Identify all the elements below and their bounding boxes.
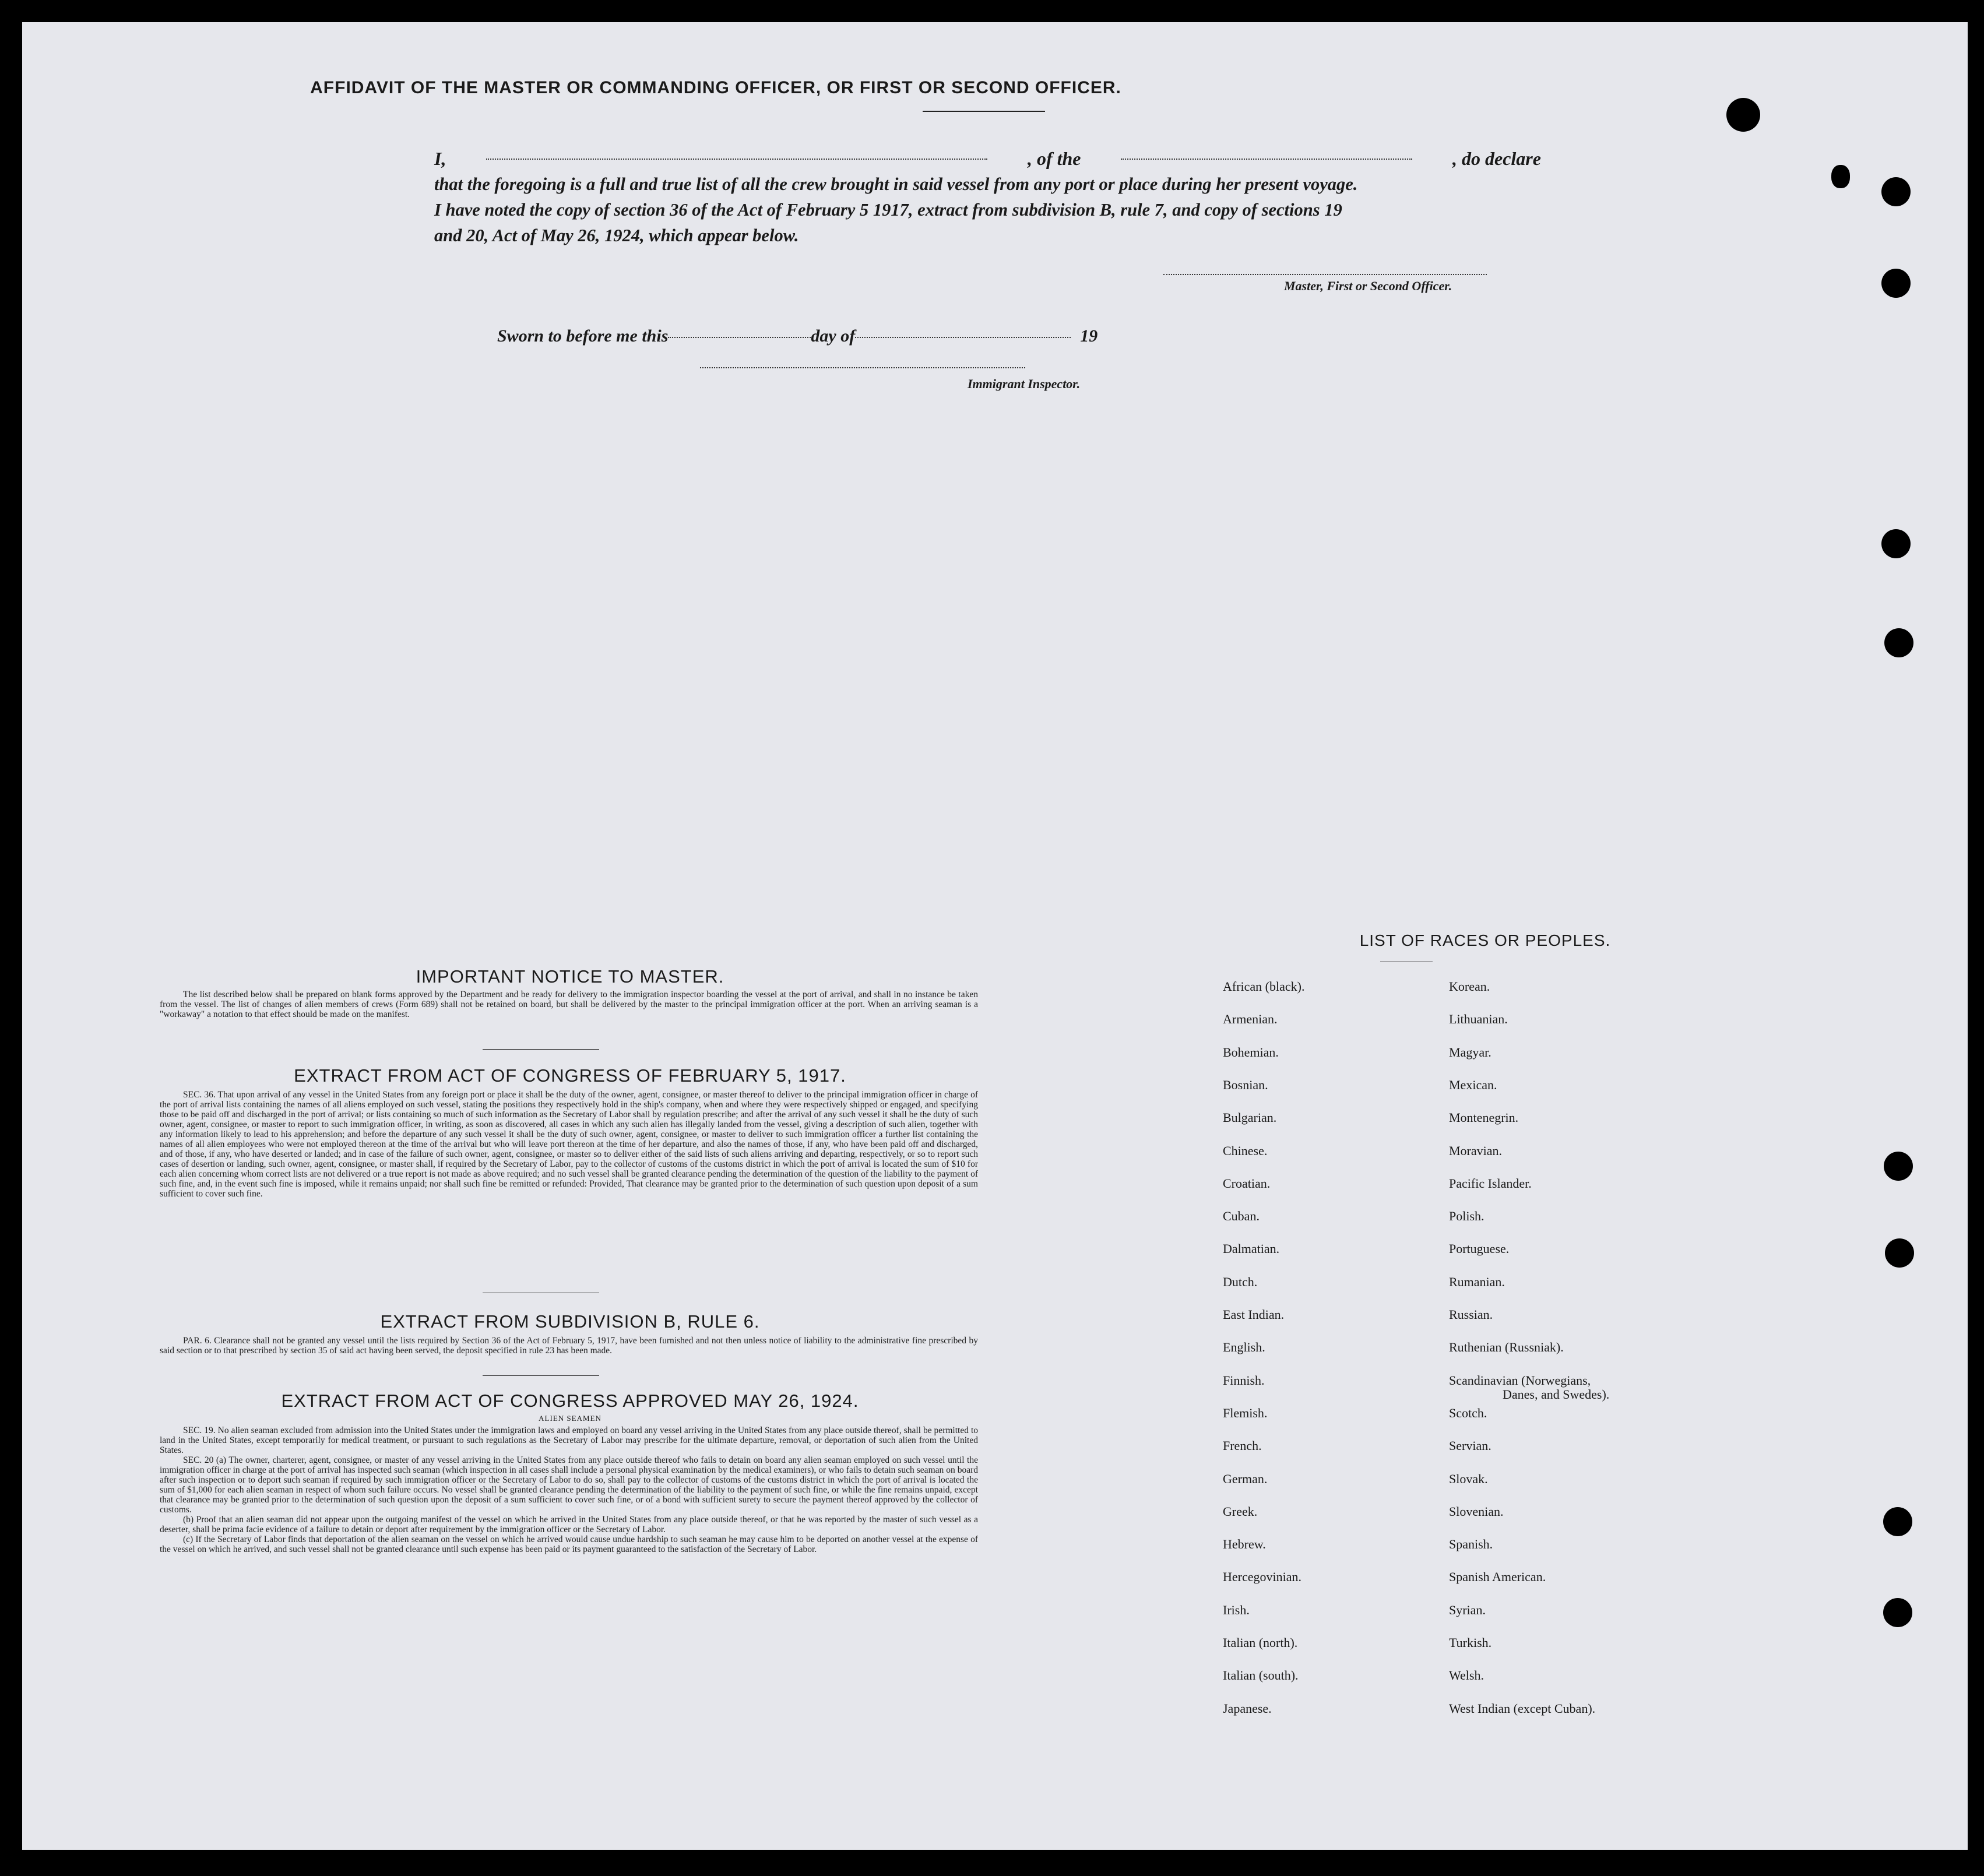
races-title: LIST OF RACES OR PEOPLES. bbox=[1359, 931, 1611, 949]
race-item: Bulgarian. bbox=[1223, 1110, 1277, 1125]
race-item: Syrian. bbox=[1449, 1602, 1486, 1617]
race-item: Armenian. bbox=[1223, 1012, 1278, 1027]
sworn-line bbox=[497, 326, 1097, 346]
race-item: Russian. bbox=[1449, 1307, 1493, 1322]
punch-hole bbox=[1883, 1598, 1912, 1627]
section-36-paragraph: SEC. 36. That upon arrival of any vessel in the United States from any foreign port or place it shall be the duty of the owner, agent, consignee, or master thereof to deliver to the principal immigration officer in charge of the port of arrival lists containing the names of all aliens employed on such vessel, stating the positions they respectively hold in the ship's company, when and where they were respectively shipped or engaged, and specifying those to be paid off and discharged in the port of arrival; or lists containing so much of such information as the Secretary of Labor shall by regulation prescribe; and after the arrival of any such vessel it shall be the duty of such owner, agent, consignee, or master to report to such immigration officer, in writing, as soon as discovered, all cases in which any such alien has illegally landed from the vessel, giving a description of such alien, together with any information likely to lead to his apprehension; and before the departure of any such vessel it shall be the duty of such owner, agent, consignee, or master to deliver to such immigration officer a further list containing the names of all alien employees who were not employed thereon at the time of the arrival but who will leave port thereon at the time of her departure, and also the names of those, if any, who have been paid off and discharged, and of those, if any, who have deserted or landed; and in case of the failure of such owner, agent, consignee, or master so to deliver either of the said lists of such aliens arriving and departing, respectively, or so to report such cases of desertion or landing, such owner, agent, consignee, or master shall, if required by the Secretary of Labor, pay to the collector of customs of the customs district in which the port of arrival is located the sum of $10 for each alien concerning whom correct lists are not delivered or a true report is not made as above required; and no such vessel shall be granted clearance pending the determination of the question of the liability to the payment of such fine, and, in the event such fine is imposed, while it remains unpaid; nor shall such fine be remitted or refunded: Provided, That clearance may be granted prior to the determination of such question upon deposit of a sum sufficient to cover such fine. bbox=[160, 1090, 978, 1199]
punch-hole bbox=[1883, 1507, 1912, 1536]
notice-title: IMPORTANT NOTICE TO MASTER. bbox=[416, 966, 724, 987]
race-item: Welsh. bbox=[1449, 1668, 1484, 1683]
race-item: Italian (north). bbox=[1223, 1635, 1298, 1650]
rule-6-title: EXTRACT FROM SUBDIVISION B, RULE 6. bbox=[380, 1311, 760, 1332]
race-item: German. bbox=[1223, 1471, 1268, 1486]
vessel-blank[interactable] bbox=[1121, 159, 1412, 160]
race-item: African (black). bbox=[1223, 979, 1305, 994]
race-item: Spanish American. bbox=[1449, 1569, 1546, 1585]
sworn-text: Sworn to before me this bbox=[497, 326, 669, 346]
declaration-text bbox=[434, 146, 1545, 248]
divider bbox=[483, 1375, 599, 1376]
extract-1917-title: EXTRACT FROM ACT OF CONGRESS OF FEBRUARY 5, 1917. bbox=[294, 1065, 846, 1086]
race-item: East Indian. bbox=[1223, 1307, 1285, 1322]
race-item: Polish. bbox=[1449, 1209, 1485, 1224]
punch-hole bbox=[1884, 628, 1913, 657]
extract-1924-body bbox=[160, 1426, 978, 1554]
race-item: Scotch. bbox=[1449, 1405, 1487, 1420]
sworn-day-of: day of bbox=[811, 326, 856, 346]
race-item: Servian. bbox=[1449, 1438, 1491, 1453]
race-item: Hercegovinian. bbox=[1223, 1569, 1301, 1585]
divider bbox=[483, 1049, 599, 1050]
inspector-signature-line[interactable] bbox=[700, 367, 1025, 368]
punch-hole bbox=[1881, 177, 1911, 206]
race-item: Portuguese. bbox=[1449, 1241, 1510, 1256]
race-item: Spanish. bbox=[1449, 1537, 1493, 1552]
section-20c-paragraph: (c) If the Secretary of Labor finds that deportation of the alien seaman on the vessel on which he arrived would cause undue hardship to such seaman he may cause him to be deported on another vessel at the expense of the vessel on which he arrived, and such vessel shall not be granted clearance until such expense has been paid or its payment guaranteed to the satisfaction of the Secretary of Labor. bbox=[160, 1534, 978, 1554]
punch-hole bbox=[1885, 1238, 1914, 1268]
race-item: Cuban. bbox=[1223, 1209, 1260, 1224]
race-item: Croatian. bbox=[1223, 1175, 1271, 1191]
race-item: Dalmatian. bbox=[1223, 1241, 1280, 1256]
race-item: English. bbox=[1223, 1340, 1265, 1355]
race-item: Japanese. bbox=[1223, 1701, 1272, 1716]
race-item: Mexican. bbox=[1449, 1077, 1497, 1092]
master-signature-label: Master, First or Second Officer. bbox=[1284, 279, 1452, 293]
punch-hole bbox=[1726, 98, 1760, 132]
race-item: Bosnian. bbox=[1223, 1077, 1268, 1092]
title-underline bbox=[923, 111, 1045, 112]
declaration-of-the: , of the bbox=[1027, 148, 1081, 169]
rule-6-paragraph: PAR. 6. Clearance shall not be granted any vessel until the lists required by Section 36 of the Act of February 5, 1917, have been furnished and not then unless notice of liability to the administrative fine prescribed by said section or to that prescribed by section 35 of said act having been served, the deposit specified in rule 23 has been made. bbox=[160, 1336, 978, 1356]
declaration-line-4: and 20, Act of May 26, 1924, which appear below. bbox=[434, 226, 799, 245]
race-item: Rumanian. bbox=[1449, 1274, 1505, 1289]
race-item: Slovenian. bbox=[1449, 1504, 1504, 1519]
rule-6-body bbox=[160, 1336, 978, 1356]
form-page bbox=[22, 22, 1968, 1850]
race-item: Bohemian. bbox=[1223, 1044, 1279, 1060]
race-item: Greek. bbox=[1223, 1504, 1258, 1519]
race-item: Irish. bbox=[1223, 1602, 1250, 1617]
extract-1924-title: EXTRACT FROM ACT OF CONGRESS APPROVED MAY 26, 1924. bbox=[281, 1391, 859, 1411]
affidavit-title: AFFIDAVIT OF THE MASTER OR COMMANDING OFFICER, OR FIRST OR SECOND OFFICER. bbox=[310, 78, 1121, 97]
name-blank[interactable] bbox=[486, 159, 987, 160]
race-item: Moravian. bbox=[1449, 1143, 1503, 1158]
race-item: Montenegrin. bbox=[1449, 1110, 1519, 1125]
declaration-do-declare: , do declare bbox=[1452, 148, 1541, 169]
race-item: West Indian (except Cuban). bbox=[1449, 1701, 1596, 1716]
notice-paragraph: The list described below shall be prepared on blank forms approved by the Department and be ready for delivery to the immigration inspector boarding the vessel at the port of arrival, and shall in no instance be taken from the vessel. The list of changes of alien members of crews (Form 689) shall not be retained on board, but shall be delivered by the master to the principal immigration officer at the port. When an arriving seaman is a "workaway" a notation to that effect should be made on the manifest. bbox=[160, 990, 978, 1019]
punch-hole bbox=[1831, 165, 1850, 188]
race-item-continuation: Danes, and Swedes). bbox=[1503, 1386, 1610, 1402]
race-item: Magyar. bbox=[1449, 1044, 1491, 1060]
race-item: Italian (south). bbox=[1223, 1668, 1299, 1683]
notice-body bbox=[160, 990, 978, 1019]
race-item: Ruthenian (Russniak). bbox=[1449, 1340, 1564, 1355]
sworn-day-blank[interactable] bbox=[668, 337, 811, 338]
section-20a-paragraph: SEC. 20 (a) The owner, charterer, agent, consignee, or master of any vessel arriving in the United States from any place outside thereof who fails to detain on board any alien seaman employed on such vessel until the immigration officer in charge at the port of arrival has inspected such seaman (which inspection in all cases shall include a personal physical examination by the medical examiners), or who fails to detain such seaman on board after such inspection or to deport such seaman if required by such immigration officer or the Secretary of Labor to do so, shall pay to the collector of customs of the customs district in which the port of arrival is located the sum of $1,000 for each alien seaman in respect of whom such failure occurs. No vessel shall be granted clearance pending the determination of the liability to the payment of such fine, or while the fine remains unpaid, except that clearance may be granted prior to the determination of such question upon the deposit of a sum sufficient to cover such fine, or of a bond with sufficient surety to secure the payment thereof approved by the collector of customs. bbox=[160, 1455, 978, 1515]
inspector-signature-label: Immigrant Inspector. bbox=[968, 376, 1081, 391]
punch-hole bbox=[1884, 1152, 1913, 1181]
race-item: Slovak. bbox=[1449, 1471, 1488, 1486]
race-item: French. bbox=[1223, 1438, 1262, 1453]
punch-hole bbox=[1881, 529, 1911, 558]
sworn-month-blank[interactable] bbox=[855, 337, 1071, 338]
section-20b-paragraph: (b) Proof that an alien seaman did not appear upon the outgoing manifest of the vessel on which he arrived in the United States from any place outside thereof, or that he was reported by the master of such vessel as a deserter, shall be prima facie evidence of a failure to detain or deport after requirement by the immigration officer or the Secretary of Labor. bbox=[160, 1515, 978, 1534]
extract-1917-body bbox=[160, 1090, 978, 1199]
declaration-line-2: that the foregoing is a full and true list of all the crew brought in said vessel from any port or place during her present voyage. bbox=[434, 174, 1358, 194]
race-item: Scandinavian (Norwegians, bbox=[1449, 1372, 1591, 1388]
race-item: Finnish. bbox=[1223, 1372, 1265, 1388]
declaration-i: I, bbox=[434, 148, 446, 169]
declaration-line-3: I have noted the copy of section 36 of the Act of February 5 1917, extract from subdivision B, rule 7, and copy of sections 19 bbox=[434, 200, 1342, 220]
race-item: Hebrew. bbox=[1223, 1537, 1266, 1552]
sworn-year: 19 bbox=[1080, 326, 1098, 346]
race-item: Flemish. bbox=[1223, 1405, 1268, 1420]
race-item: Korean. bbox=[1449, 979, 1490, 994]
punch-hole bbox=[1881, 269, 1911, 298]
alien-seamen-subhead: ALIEN SEAMEN bbox=[539, 1414, 601, 1423]
race-item: Pacific Islander. bbox=[1449, 1175, 1532, 1191]
master-signature-line[interactable] bbox=[1163, 274, 1487, 275]
race-item: Chinese. bbox=[1223, 1143, 1268, 1158]
race-item: Lithuanian. bbox=[1449, 1012, 1508, 1027]
race-item: Turkish. bbox=[1449, 1635, 1492, 1650]
section-19-paragraph: SEC. 19. No alien seaman excluded from admission into the United States under the immigration laws and employed on board any vessel arriving in the United States from any place outside thereof, shall be permitted to land in the United States, except temporarily for medical treatment, or pursuant to such regulations as the Secretary of Labor may prescribe for the ultimate departure, removal, or deportation of such alien from the United States. bbox=[160, 1426, 978, 1455]
race-item: Dutch. bbox=[1223, 1274, 1258, 1289]
